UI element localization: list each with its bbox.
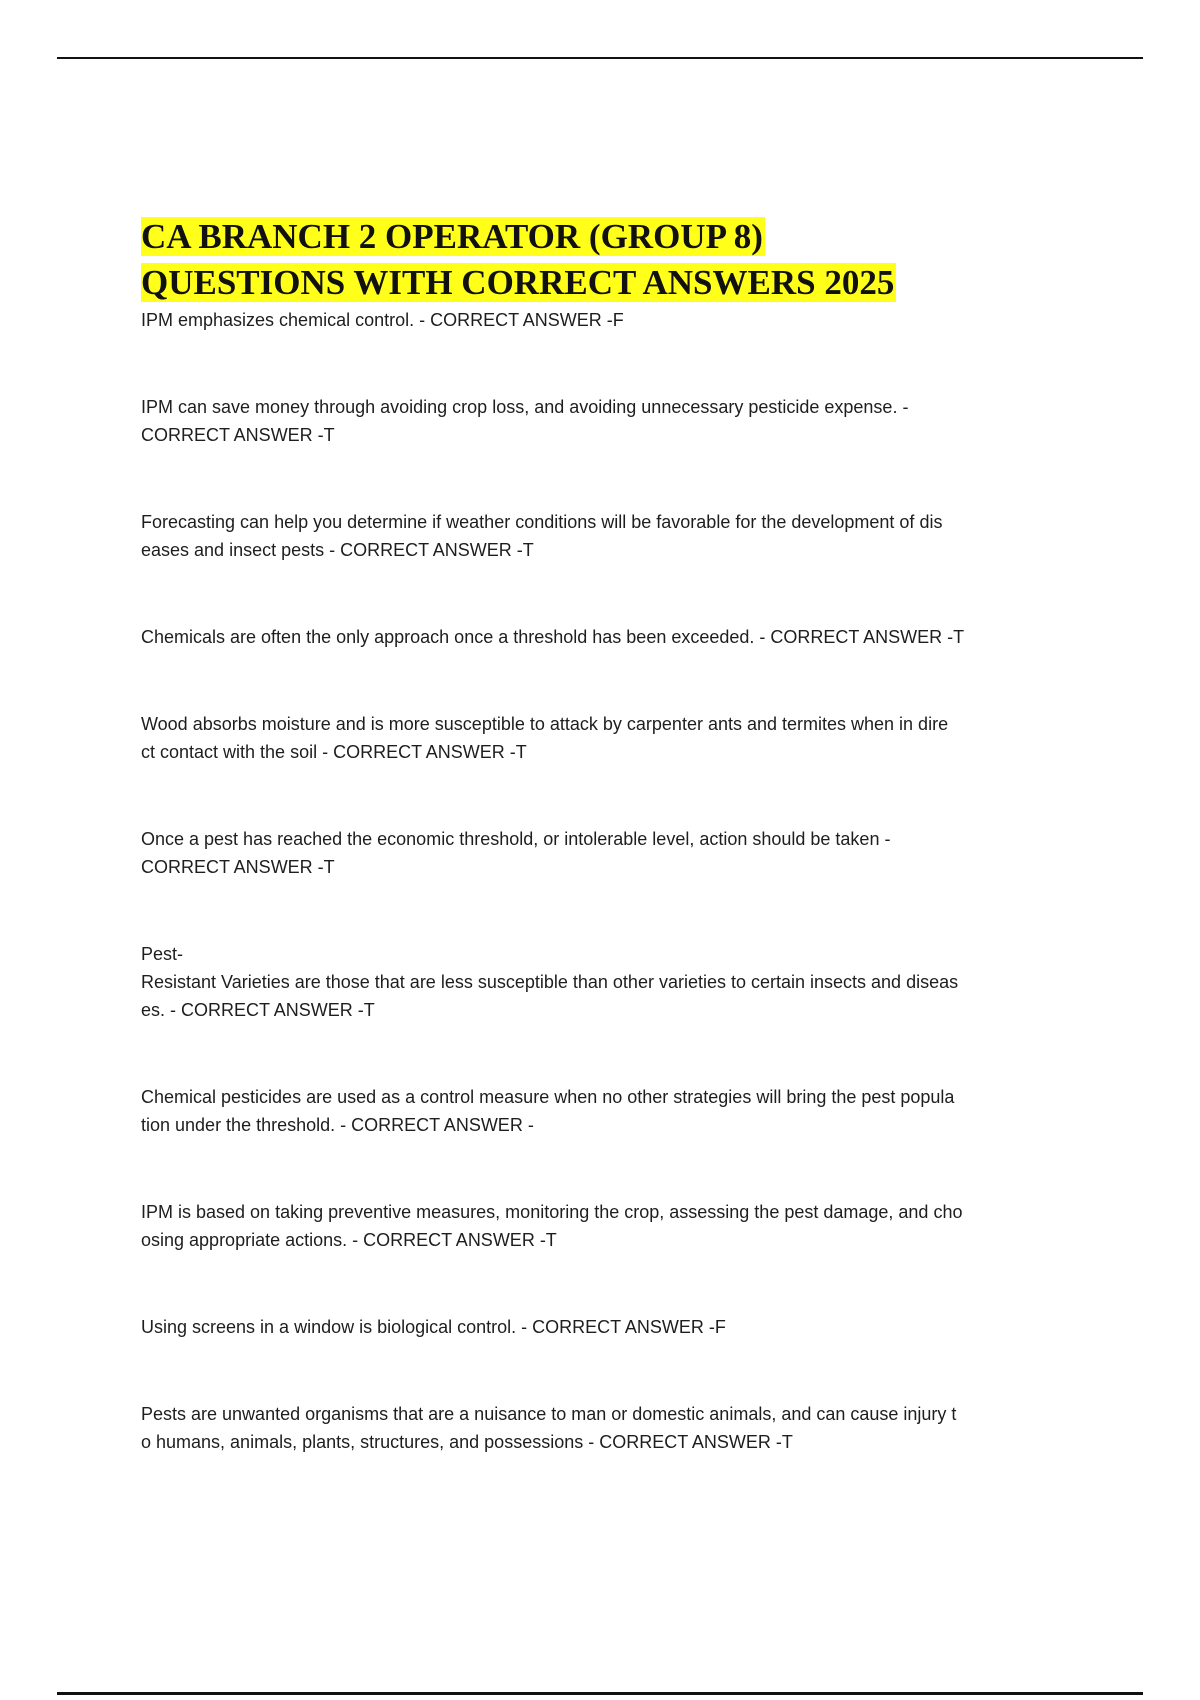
qa-item: Pest- Resistant Varieties are those that are less susceptible than other varieties to certain insects and diseas es. - CORRECT ANSWER -T xyxy=(141,944,959,1020)
bottom-rule xyxy=(57,1692,1143,1695)
title-line-1: CA BRANCH 2 OPERATOR (GROUP 8) xyxy=(141,217,763,256)
qa-item: Using screens in a window is biological control. - CORRECT ANSWER -F xyxy=(141,1317,726,1337)
top-rule xyxy=(57,57,1143,59)
qa-item: Chemicals are often the only approach once a threshold has been exceeded. - CORRECT ANSWER -T xyxy=(141,627,965,647)
qa-item: IPM emphasizes chemical control. - CORRECT ANSWER -F xyxy=(141,310,624,330)
qa-item: IPM can save money through avoiding crop loss, and avoiding unnecessary pesticide expense. - CORRECT ANSWER -T xyxy=(141,397,909,445)
qa-item: Pests are unwanted organisms that are a nuisance to man or domestic animals, and can cause injury t o humans, animals, plants, structures, and possessions - CORRECT ANSWER -T xyxy=(141,1404,957,1452)
document-body xyxy=(141,214,1061,1515)
qa-item: Forecasting can help you determine if weather conditions will be favorable for the development of dis eases and insect pests - CORRECT ANSWER -T xyxy=(141,512,943,560)
qa-item: IPM is based on taking preventive measures, monitoring the crop, assessing the pest damage, and cho osing appropriate actions. - CORRECT ANSWER -T xyxy=(141,1202,963,1250)
qa-item: Once a pest has reached the economic threshold, or intolerable level, action should be taken - CORRECT ANSWER -T xyxy=(141,829,891,877)
qa-item: Chemical pesticides are used as a control measure when no other strategies will bring the pest popula tion under the threshold. - CORRECT ANSWER - xyxy=(141,1087,955,1135)
qa-list xyxy=(141,306,1061,1456)
document-title xyxy=(141,214,1061,306)
qa-item: Wood absorbs moisture and is more susceptible to attack by carpenter ants and termites when in dire ct contact with the soil - CORRECT ANSWER -T xyxy=(141,714,949,762)
title-line-2: QUESTIONS WITH CORRECT ANSWERS 2025 xyxy=(141,263,895,302)
